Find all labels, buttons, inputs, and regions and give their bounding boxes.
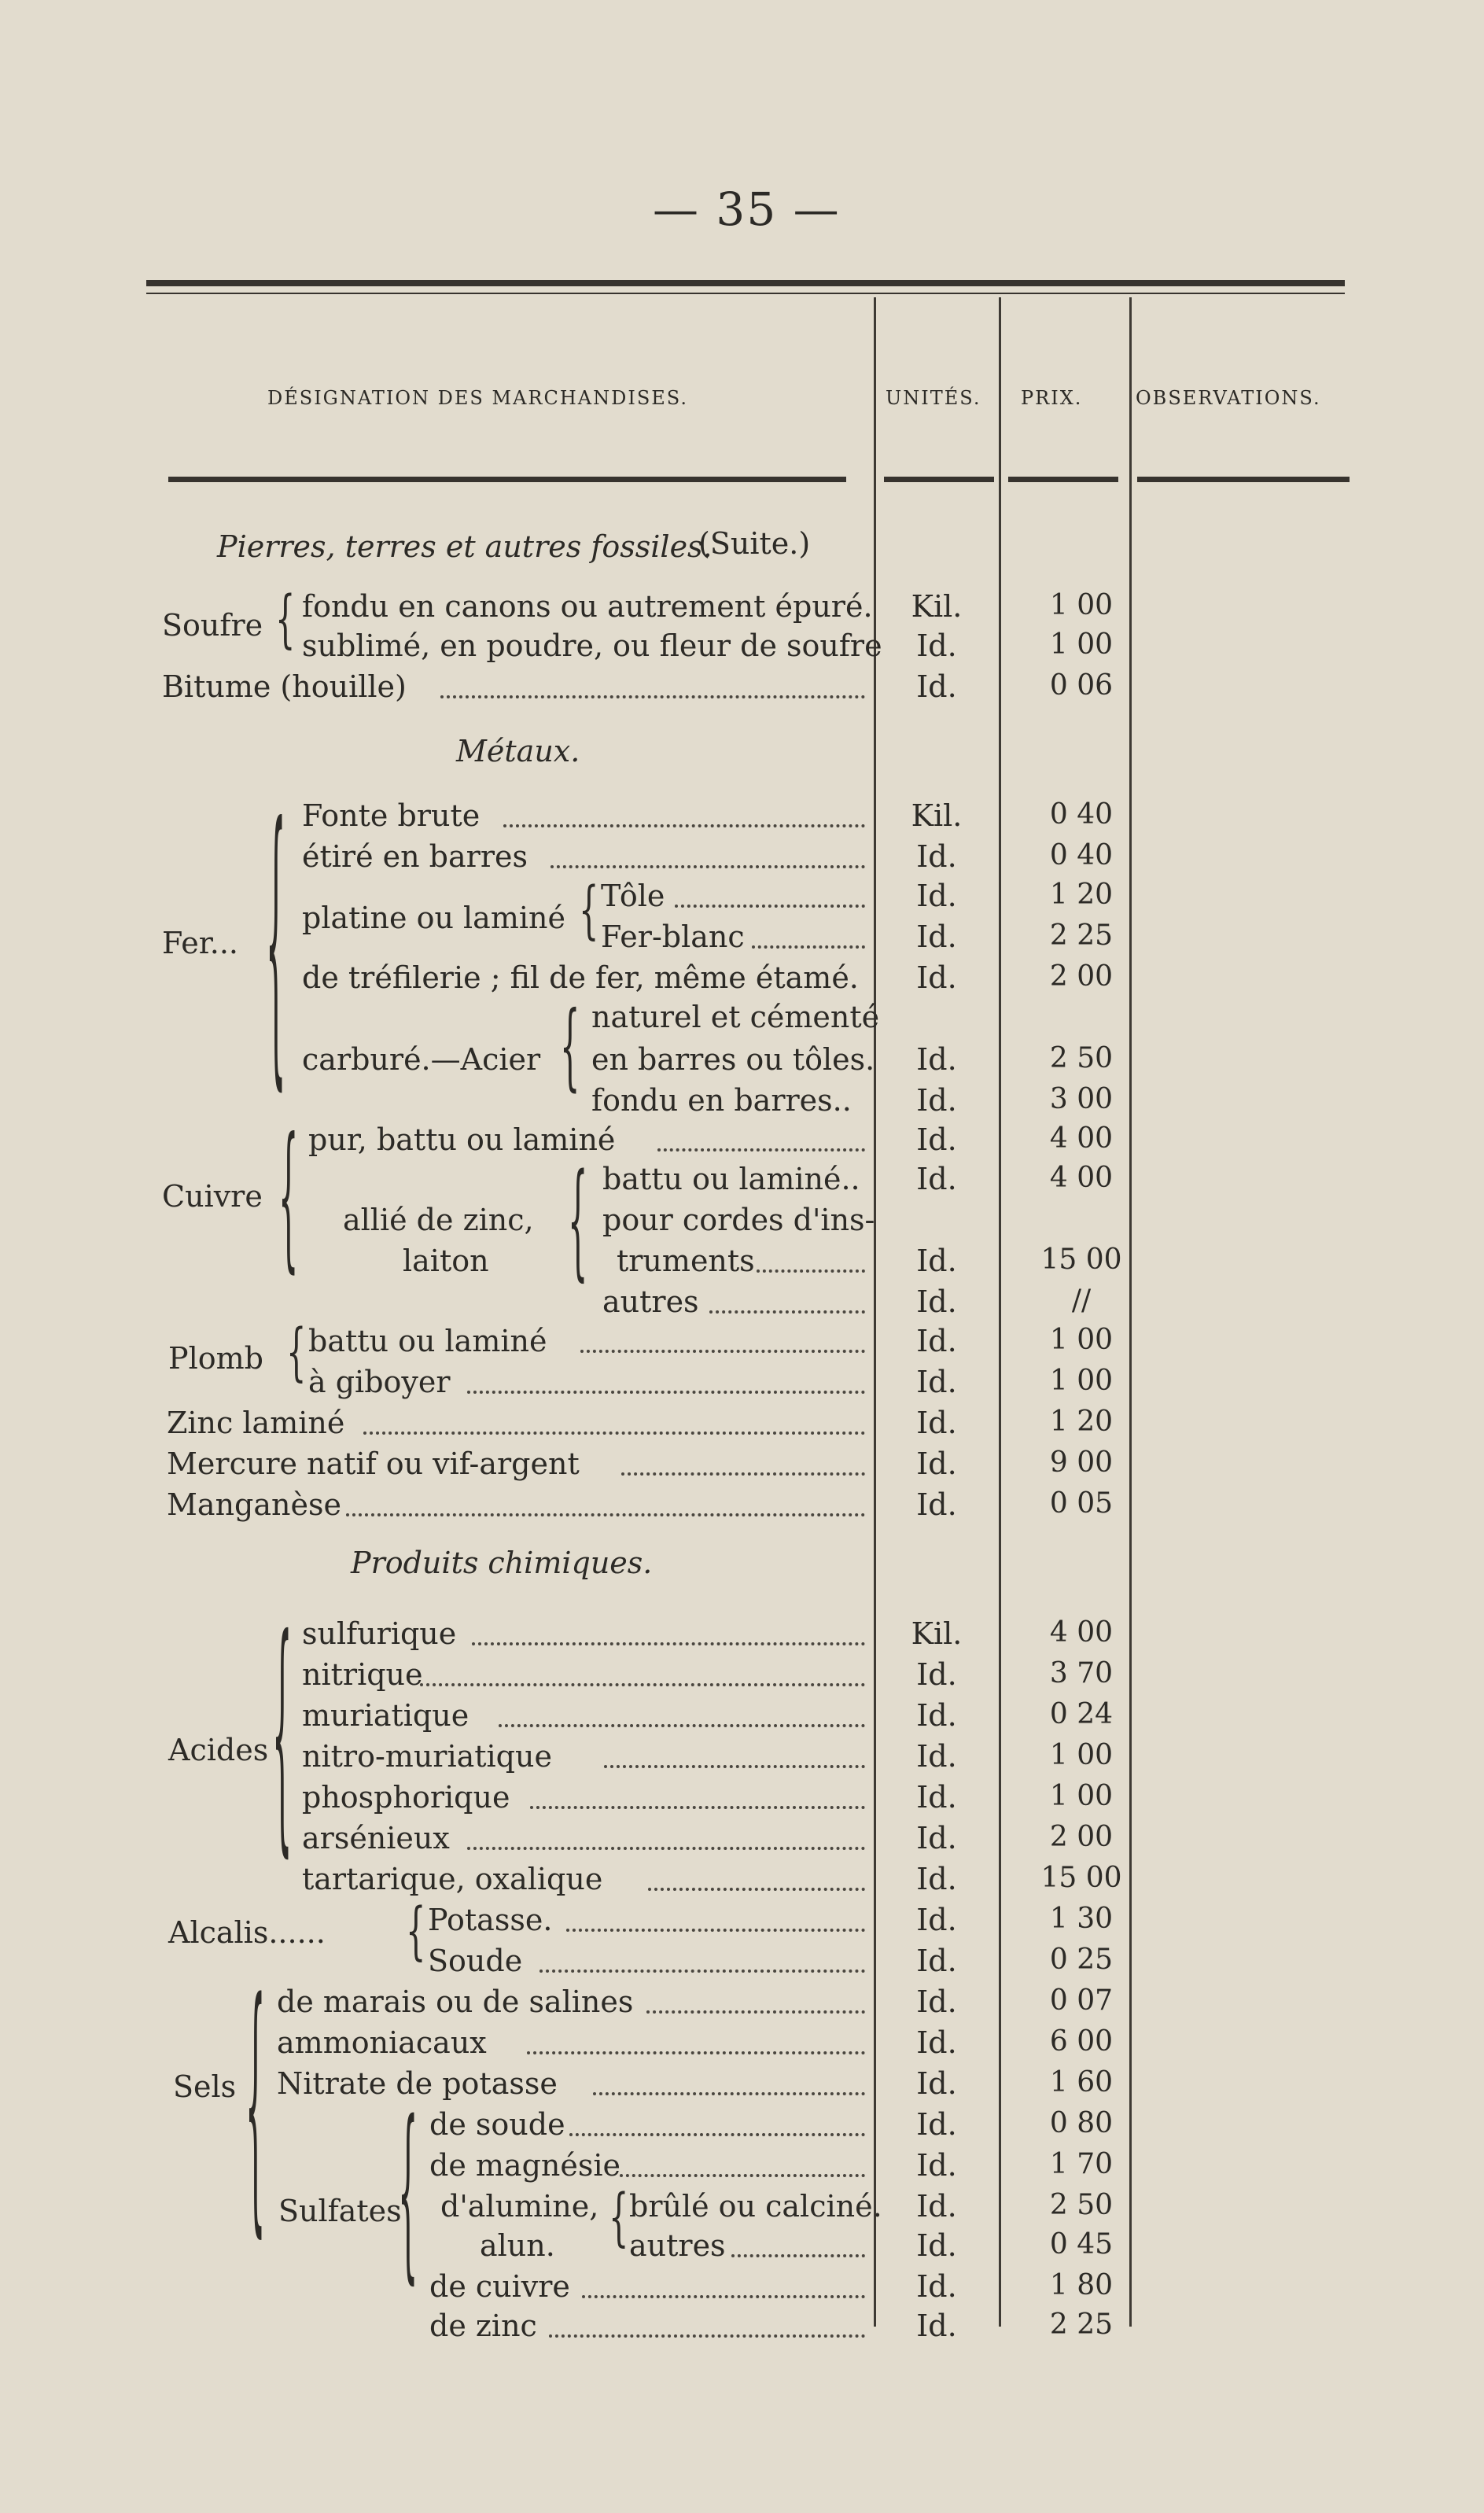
row-label-14: truments [617,1244,755,1278]
leader-21 [472,1642,865,1645]
row-label-5: Tôle [601,879,665,913]
section-title-metaux: Métaux. [456,734,580,768]
row-label-10: fondu en barres.. [591,1083,852,1118]
row-label-35: brûlé ou calciné. [629,2189,882,2224]
leader-14 [757,1269,865,1273]
price-22: 3 70 [1049,1657,1114,1689]
price-15: // [1071,1284,1092,1317]
leader-20 [346,1513,865,1516]
unit-1: Id. [916,628,957,663]
brace-acier: { [560,993,580,1102]
section-title-produits: Produits chimiques. [351,1546,653,1580]
price-18: 1 20 [1049,1406,1114,1438]
price-16: 1 00 [1049,1324,1114,1356]
unit-22: Id. [916,1657,957,1692]
row-label-24: nitro-muriatique [302,1739,552,1774]
unit-10: Id. [916,1083,957,1118]
section-title-pierres: Pierres, terres et autres fossiles. [217,529,713,564]
price-24: 1 00 [1049,1739,1114,1771]
leader-27 [648,1888,865,1891]
group-label-alcalis: Alcalis...... [168,1915,326,1950]
row-label-7: de tréfilerie ; fil de fer, même étamé. [302,960,859,995]
price-12: 4 00 [1049,1162,1114,1194]
unit-18: Id. [916,1406,957,1440]
row-label-32: Nitrate de potasse [277,2066,558,2101]
unit-5: Id. [916,879,957,913]
leader-11 [657,1148,865,1151]
section-suite: (Suite.) [698,526,811,561]
leader-17 [467,1391,865,1394]
brace-laiton: { [568,1150,588,1295]
price-20: 0 05 [1049,1487,1114,1520]
unit-16: Id. [916,1324,957,1358]
header-rule-unites [884,477,994,482]
brace-sulfates: { [398,2086,418,2303]
price-0: 1 00 [1049,589,1114,621]
row-label-15: autres [602,1284,699,1319]
row-label-34: de magnésie [429,2148,621,2183]
unit-6: Id. [916,919,957,954]
row-label-25: phosphorique [302,1780,510,1815]
group-label-fer: Fer... [162,926,239,960]
row-label-28: Potasse. [428,1903,553,1937]
brace-alcalis: { [406,1896,426,1968]
leader-23 [499,1724,865,1727]
price-7: 2 00 [1049,960,1114,993]
brace-fer: { [266,772,286,1119]
brace-plomb: { [286,1317,307,1389]
unit-24: Id. [916,1739,957,1774]
price-27: 15 00 [1040,1862,1122,1894]
row-label-4: étiré en barres [302,839,528,874]
leader-16 [580,1350,865,1353]
row-label-1: sublimé, en poudre, ou fleur de soufre [302,628,882,663]
price-25: 1 00 [1049,1780,1114,1812]
row-label-21: sulfurique [302,1616,457,1651]
column-divider-2 [999,297,1001,2327]
leader-29 [539,1969,865,1973]
row-label-2: Bitume (houille) [162,669,407,704]
leader-36 [731,2254,865,2257]
unit-0: Kil. [911,589,963,624]
price-35: 2 50 [1049,2189,1114,2221]
carbure-label: carburé.—Acier [302,1042,541,1077]
unit-29: Id. [916,1944,957,1978]
price-30: 0 07 [1049,1984,1114,2017]
unit-30: Id. [916,1984,957,2019]
row-label-38: de zinc [429,2308,537,2343]
unit-14: Id. [916,1244,957,1278]
price-37: 1 80 [1049,2269,1114,2301]
header-unites: UNITÉS. [886,387,981,409]
unit-7: Id. [916,960,957,995]
leader-15 [709,1310,865,1314]
page-number: — 35 — [653,182,841,236]
group-label-soufre: Soufre [162,608,263,643]
price-29: 0 25 [1049,1944,1114,1976]
leader-38 [549,2334,865,2338]
price-32: 1 60 [1049,2066,1114,2098]
unit-34: Id. [916,2148,957,2183]
price-3: 0 40 [1049,798,1114,831]
header-prix: PRIX. [1021,387,1083,409]
unit-15: Id. [916,1284,957,1319]
price-6: 2 25 [1049,919,1114,952]
row-label-27: tartarique, oxalique [302,1862,603,1896]
row-label-8: naturel et cémenté [591,1000,880,1034]
price-14: 15 00 [1040,1244,1122,1276]
price-26: 2 00 [1049,1821,1114,1853]
price-4: 0 40 [1049,839,1114,871]
column-divider-1 [874,297,876,2327]
unit-33: Id. [916,2107,957,2142]
brace-acides: { [272,1592,293,1881]
unit-9: Id. [916,1042,957,1077]
leader-3 [503,824,865,827]
row-label-20: Manganèse [167,1487,341,1522]
price-2: 0 06 [1049,669,1114,702]
price-11: 4 00 [1049,1122,1114,1155]
row-label-36: autres [629,2228,726,2263]
row-label-12: battu ou laminé.. [602,1162,860,1196]
unit-26: Id. [916,1821,957,1855]
unit-35: Id. [916,2189,957,2224]
leader-28 [566,1929,865,1932]
row-label-6: Fer-blanc [601,919,745,954]
leader-19 [621,1472,865,1476]
group-label-cuivre: Cuivre [162,1179,263,1214]
leader-34 [620,2174,865,2177]
leader-18 [363,1432,865,1435]
price-1: 1 00 [1049,628,1114,661]
header-observations: OBSERVATIONS. [1136,387,1321,409]
leader-32 [593,2092,865,2095]
unit-23: Id. [916,1698,957,1733]
row-label-19: Mercure natif ou vif-argent [167,1446,580,1481]
leader-24 [604,1765,865,1768]
leader-2 [440,695,865,698]
leader-6 [752,945,865,949]
leader-31 [527,2051,865,2054]
platine-label: platine ou laminé [302,901,565,935]
price-5: 1 20 [1049,879,1114,911]
leader-30 [646,2010,865,2014]
unit-4: Id. [916,839,957,874]
alun-label: alun. [480,2228,555,2263]
leader-4 [551,865,865,868]
row-label-16: battu ou laminé [308,1324,547,1358]
row-label-33: de soude [429,2107,565,2142]
row-label-26: arsénieux [302,1821,450,1855]
top-rule-thick [146,280,1345,286]
row-label-31: ammoniacaux [277,2025,487,2060]
leader-33 [569,2133,865,2136]
row-label-0: fondu en canons ou autrement épuré. [302,589,873,624]
header-rule-prix [1008,477,1118,482]
price-33: 0 80 [1049,2107,1114,2139]
unit-19: Id. [916,1446,957,1481]
unit-3: Kil. [911,798,963,833]
brace-sels: { [245,1952,266,2264]
leader-5 [675,905,865,908]
row-label-9: en barres ou tôles. [591,1042,875,1077]
row-label-23: muriatique [302,1698,470,1733]
unit-21: Kil. [911,1616,963,1651]
leader-37 [582,2295,865,2298]
leader-22 [420,1683,865,1686]
unit-27: Id. [916,1862,957,1896]
row-label-11: pur, battu ou laminé [308,1122,616,1157]
price-38: 2 25 [1049,2308,1114,2341]
header-designation: DÉSIGNATION DES MARCHANDISES. [267,387,688,409]
group-label-sulfates: Sulfates [278,2194,402,2228]
unit-12: Id. [916,1162,957,1196]
price-10: 3 00 [1049,1083,1114,1115]
top-rule-thin [146,293,1345,294]
brace-platine: { [579,875,599,947]
group-label-acides: Acides [168,1733,269,1767]
unit-11: Id. [916,1122,957,1157]
price-17: 1 00 [1049,1365,1114,1397]
unit-32: Id. [916,2066,957,2101]
group-label-sels: Sels [173,2069,237,2104]
leader-26 [467,1847,865,1850]
price-28: 1 30 [1049,1903,1114,1935]
row-label-30: de marais ou de salines [277,1984,634,2019]
alumine-label: d'alumine, [440,2189,599,2224]
row-label-13: pour cordes d'ins- [602,1203,875,1237]
price-36: 0 45 [1049,2228,1114,2261]
row-label-17: à giboyer [308,1365,451,1399]
price-19: 9 00 [1049,1446,1114,1479]
price-9: 2 50 [1049,1042,1114,1074]
laiton-label: laiton [403,1244,489,1278]
unit-20: Id. [916,1487,957,1522]
unit-36: Id. [916,2228,957,2263]
unit-2: Id. [916,669,957,704]
allie-label: allié de zinc, [343,1203,534,1237]
row-label-3: Fonte brute [302,798,481,833]
brace-soufre: { [275,584,296,656]
brace-cuivre: { [278,1108,299,1289]
price-34: 1 70 [1049,2148,1114,2180]
row-label-29: Soude [428,1944,523,1978]
row-label-22: nitrique [302,1657,423,1692]
unit-17: Id. [916,1365,957,1399]
brace-alumine: { [609,2182,629,2254]
row-label-37: de cuivre [429,2269,570,2304]
row-label-18: Zinc laminé [167,1406,345,1440]
unit-28: Id. [916,1903,957,1937]
price-23: 0 24 [1049,1698,1114,1730]
leader-25 [530,1806,865,1809]
group-label-plomb: Plomb [168,1341,263,1376]
header-rule-designation [168,477,846,482]
unit-38: Id. [916,2308,957,2343]
price-31: 6 00 [1049,2025,1114,2058]
unit-37: Id. [916,2269,957,2304]
price-21: 4 00 [1049,1616,1114,1649]
unit-25: Id. [916,1780,957,1815]
unit-31: Id. [916,2025,957,2060]
header-rule-observations [1137,477,1350,482]
